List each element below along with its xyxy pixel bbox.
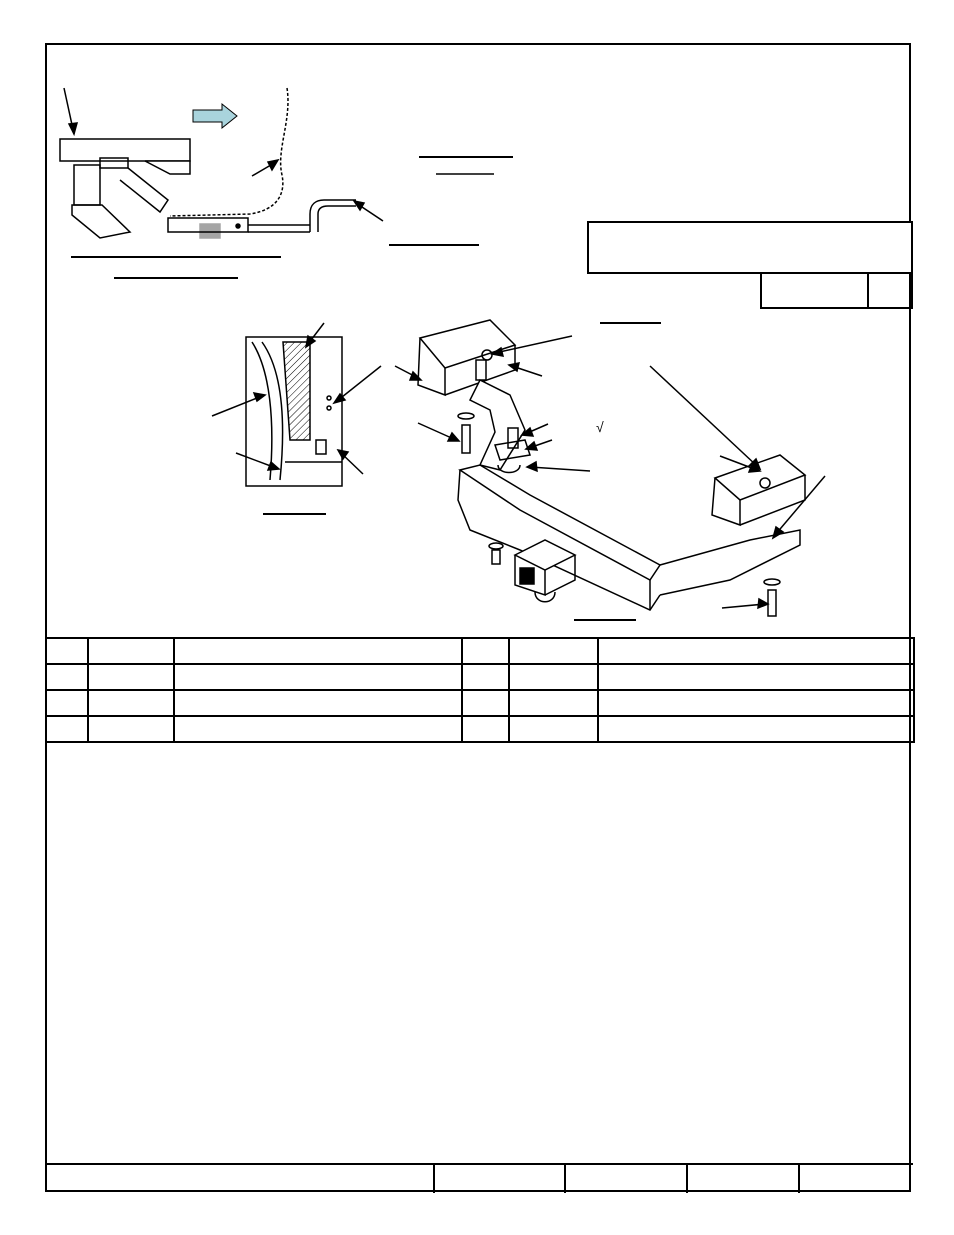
description-cell [174,638,462,664]
detail-view-illustration [212,323,381,514]
item-number-cell [462,664,509,690]
table-row [46,690,914,716]
hitch-assembly-illustration [395,320,825,620]
item-number-cell [462,638,509,664]
side-view-illustration [60,88,513,278]
item-number-cell [46,716,88,742]
part-number-cell [88,716,174,742]
item-number-cell [46,638,88,664]
description-cell [598,638,914,664]
item-number-cell [46,690,88,716]
description-cell [598,716,914,742]
item-number-cell [462,690,509,716]
page-number-value-cell [869,274,911,307]
description-cell [174,716,462,742]
part-number-cell [509,664,598,690]
footer-cell [688,1165,800,1193]
part-number-cell [509,638,598,664]
description-cell [174,690,462,716]
title-block [587,221,913,274]
part-number-cell [509,690,598,716]
table-row [46,664,914,690]
footer-cell [435,1165,566,1193]
item-number-cell [46,664,88,690]
description-cell [598,690,914,716]
part-number-cell [88,664,174,690]
description-cell [598,664,914,690]
page-number-block [760,274,913,309]
footer-cell [45,1165,435,1193]
table-row [46,716,914,742]
arrow-right-icon [193,104,237,128]
footer-title-strip [45,1163,913,1193]
check-mark-annotation: √ [596,419,604,435]
description-cell [174,664,462,690]
footer-cell [800,1165,913,1193]
part-number-cell [88,638,174,664]
table-row [46,638,914,664]
page-number-label-cell [762,274,869,307]
footer-cell [566,1165,688,1193]
parts-list-table [45,637,915,743]
bolt-hardware [458,413,780,616]
part-number-cell [88,690,174,716]
item-number-cell [462,716,509,742]
part-number-cell [509,716,598,742]
